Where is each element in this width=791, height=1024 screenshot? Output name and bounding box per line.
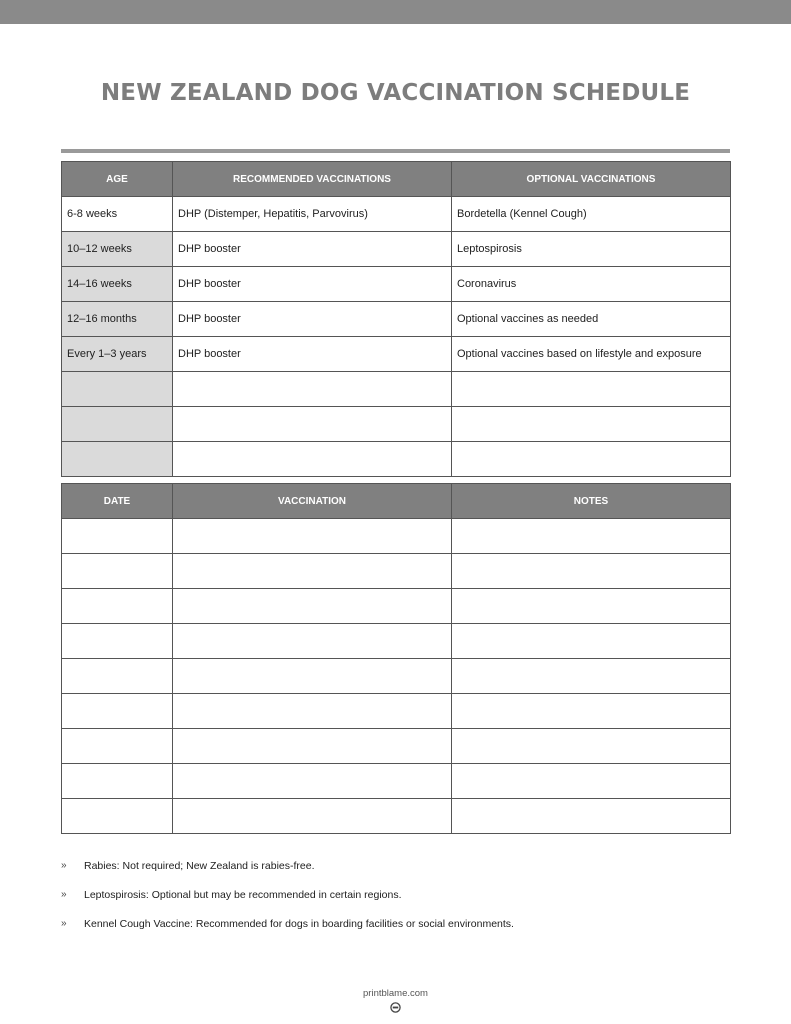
vaccination-cell[interactable] <box>173 659 452 694</box>
notes-list <box>61 856 730 943</box>
table-row <box>62 267 731 302</box>
column-header-vaccination: VACCINATION <box>173 484 452 519</box>
note-text: Kennel Cough Vaccine: Recommended for dogs in boarding facilities or social environments. <box>84 918 514 930</box>
blank-recommended-cell[interactable] <box>173 372 452 407</box>
date-cell[interactable] <box>62 519 173 554</box>
table-row <box>62 337 731 372</box>
printblame-logo-icon <box>390 1002 401 1013</box>
blank-optional-cell[interactable] <box>452 372 731 407</box>
notes-cell[interactable] <box>452 729 731 764</box>
column-header-notes: NOTES <box>452 484 731 519</box>
date-cell[interactable] <box>62 799 173 834</box>
vaccination-cell[interactable] <box>173 799 452 834</box>
list-item <box>61 914 730 943</box>
top-band <box>0 0 791 24</box>
date-cell[interactable] <box>62 624 173 659</box>
vaccination-cell[interactable] <box>173 694 452 729</box>
blank-age-cell[interactable] <box>62 372 173 407</box>
notes-cell[interactable] <box>452 799 731 834</box>
blank-recommended-cell[interactable] <box>173 442 452 477</box>
blank-row <box>62 764 731 799</box>
age-cell: 10–12 weeks <box>62 232 173 267</box>
vaccination-cell[interactable] <box>173 589 452 624</box>
schedule-header-row <box>62 162 731 197</box>
vaccination-cell[interactable] <box>173 519 452 554</box>
recommended-cell: DHP booster <box>173 267 452 302</box>
column-header-optional: OPTIONAL VACCINATIONS <box>452 162 731 197</box>
table-row <box>62 302 731 337</box>
column-header-age: AGE <box>62 162 173 197</box>
date-cell[interactable] <box>62 764 173 799</box>
column-header-date: DATE <box>62 484 173 519</box>
blank-age-cell[interactable] <box>62 407 173 442</box>
title-divider <box>61 149 730 153</box>
recommended-cell: DHP booster <box>173 302 452 337</box>
vaccination-cell[interactable] <box>173 554 452 589</box>
date-cell[interactable] <box>62 659 173 694</box>
blank-row <box>62 442 731 477</box>
notes-cell[interactable] <box>452 764 731 799</box>
date-cell[interactable] <box>62 554 173 589</box>
date-cell[interactable] <box>62 589 173 624</box>
recommended-cell: DHP booster <box>173 232 452 267</box>
vaccination-cell[interactable] <box>173 729 452 764</box>
optional-cell: Coronavirus <box>452 267 731 302</box>
date-cell[interactable] <box>62 694 173 729</box>
notes-cell[interactable] <box>452 624 731 659</box>
age-cell: 6-8 weeks <box>62 197 173 232</box>
table-row <box>62 197 731 232</box>
bullet-marker: » <box>61 889 67 900</box>
blank-optional-cell[interactable] <box>452 407 731 442</box>
age-cell: Every 1–3 years <box>62 337 173 372</box>
note-text: Leptospirosis: Optional but may be recommended in certain regions. <box>84 889 402 901</box>
age-cell: 12–16 months <box>62 302 173 337</box>
recommended-cell: DHP booster <box>173 337 452 372</box>
notes-cell[interactable] <box>452 694 731 729</box>
table-row <box>62 232 731 267</box>
blank-row <box>62 694 731 729</box>
blank-row <box>62 589 731 624</box>
blank-row <box>62 799 731 834</box>
blank-row <box>62 372 731 407</box>
vaccination-schedule-table <box>61 161 731 477</box>
optional-cell: Leptospirosis <box>452 232 731 267</box>
footer-site: printblame.com <box>363 988 428 999</box>
vaccination-cell[interactable] <box>173 764 452 799</box>
notes-cell[interactable] <box>452 589 731 624</box>
bullet-marker: » <box>61 860 67 871</box>
blank-age-cell[interactable] <box>62 442 173 477</box>
log-header-row <box>62 484 731 519</box>
blank-recommended-cell[interactable] <box>173 407 452 442</box>
notes-cell[interactable] <box>452 554 731 589</box>
blank-row <box>62 624 731 659</box>
page-title: NEW ZEALAND DOG VACCINATION SCHEDULE <box>100 80 691 106</box>
optional-cell: Optional vaccines as needed <box>452 302 731 337</box>
notes-cell[interactable] <box>452 519 731 554</box>
list-item <box>61 856 730 885</box>
blank-row <box>62 519 731 554</box>
column-header-recommended: RECOMMENDED VACCINATIONS <box>173 162 452 197</box>
blank-optional-cell[interactable] <box>452 442 731 477</box>
notes-cell[interactable] <box>452 659 731 694</box>
blank-row <box>62 554 731 589</box>
optional-cell: Bordetella (Kennel Cough) <box>452 197 731 232</box>
vaccination-log-table <box>61 483 731 834</box>
optional-cell: Optional vaccines based on lifestyle and exposure <box>452 337 731 372</box>
list-item <box>61 885 730 914</box>
blank-row <box>62 659 731 694</box>
recommended-cell: DHP (Distemper, Hepatitis, Parvovirus) <box>173 197 452 232</box>
age-cell: 14–16 weeks <box>62 267 173 302</box>
note-text: Rabies: Not required; New Zealand is rabies-free. <box>84 860 315 872</box>
date-cell[interactable] <box>62 729 173 764</box>
blank-row <box>62 407 731 442</box>
bullet-marker: » <box>61 918 67 929</box>
blank-row <box>62 729 731 764</box>
vaccination-cell[interactable] <box>173 624 452 659</box>
